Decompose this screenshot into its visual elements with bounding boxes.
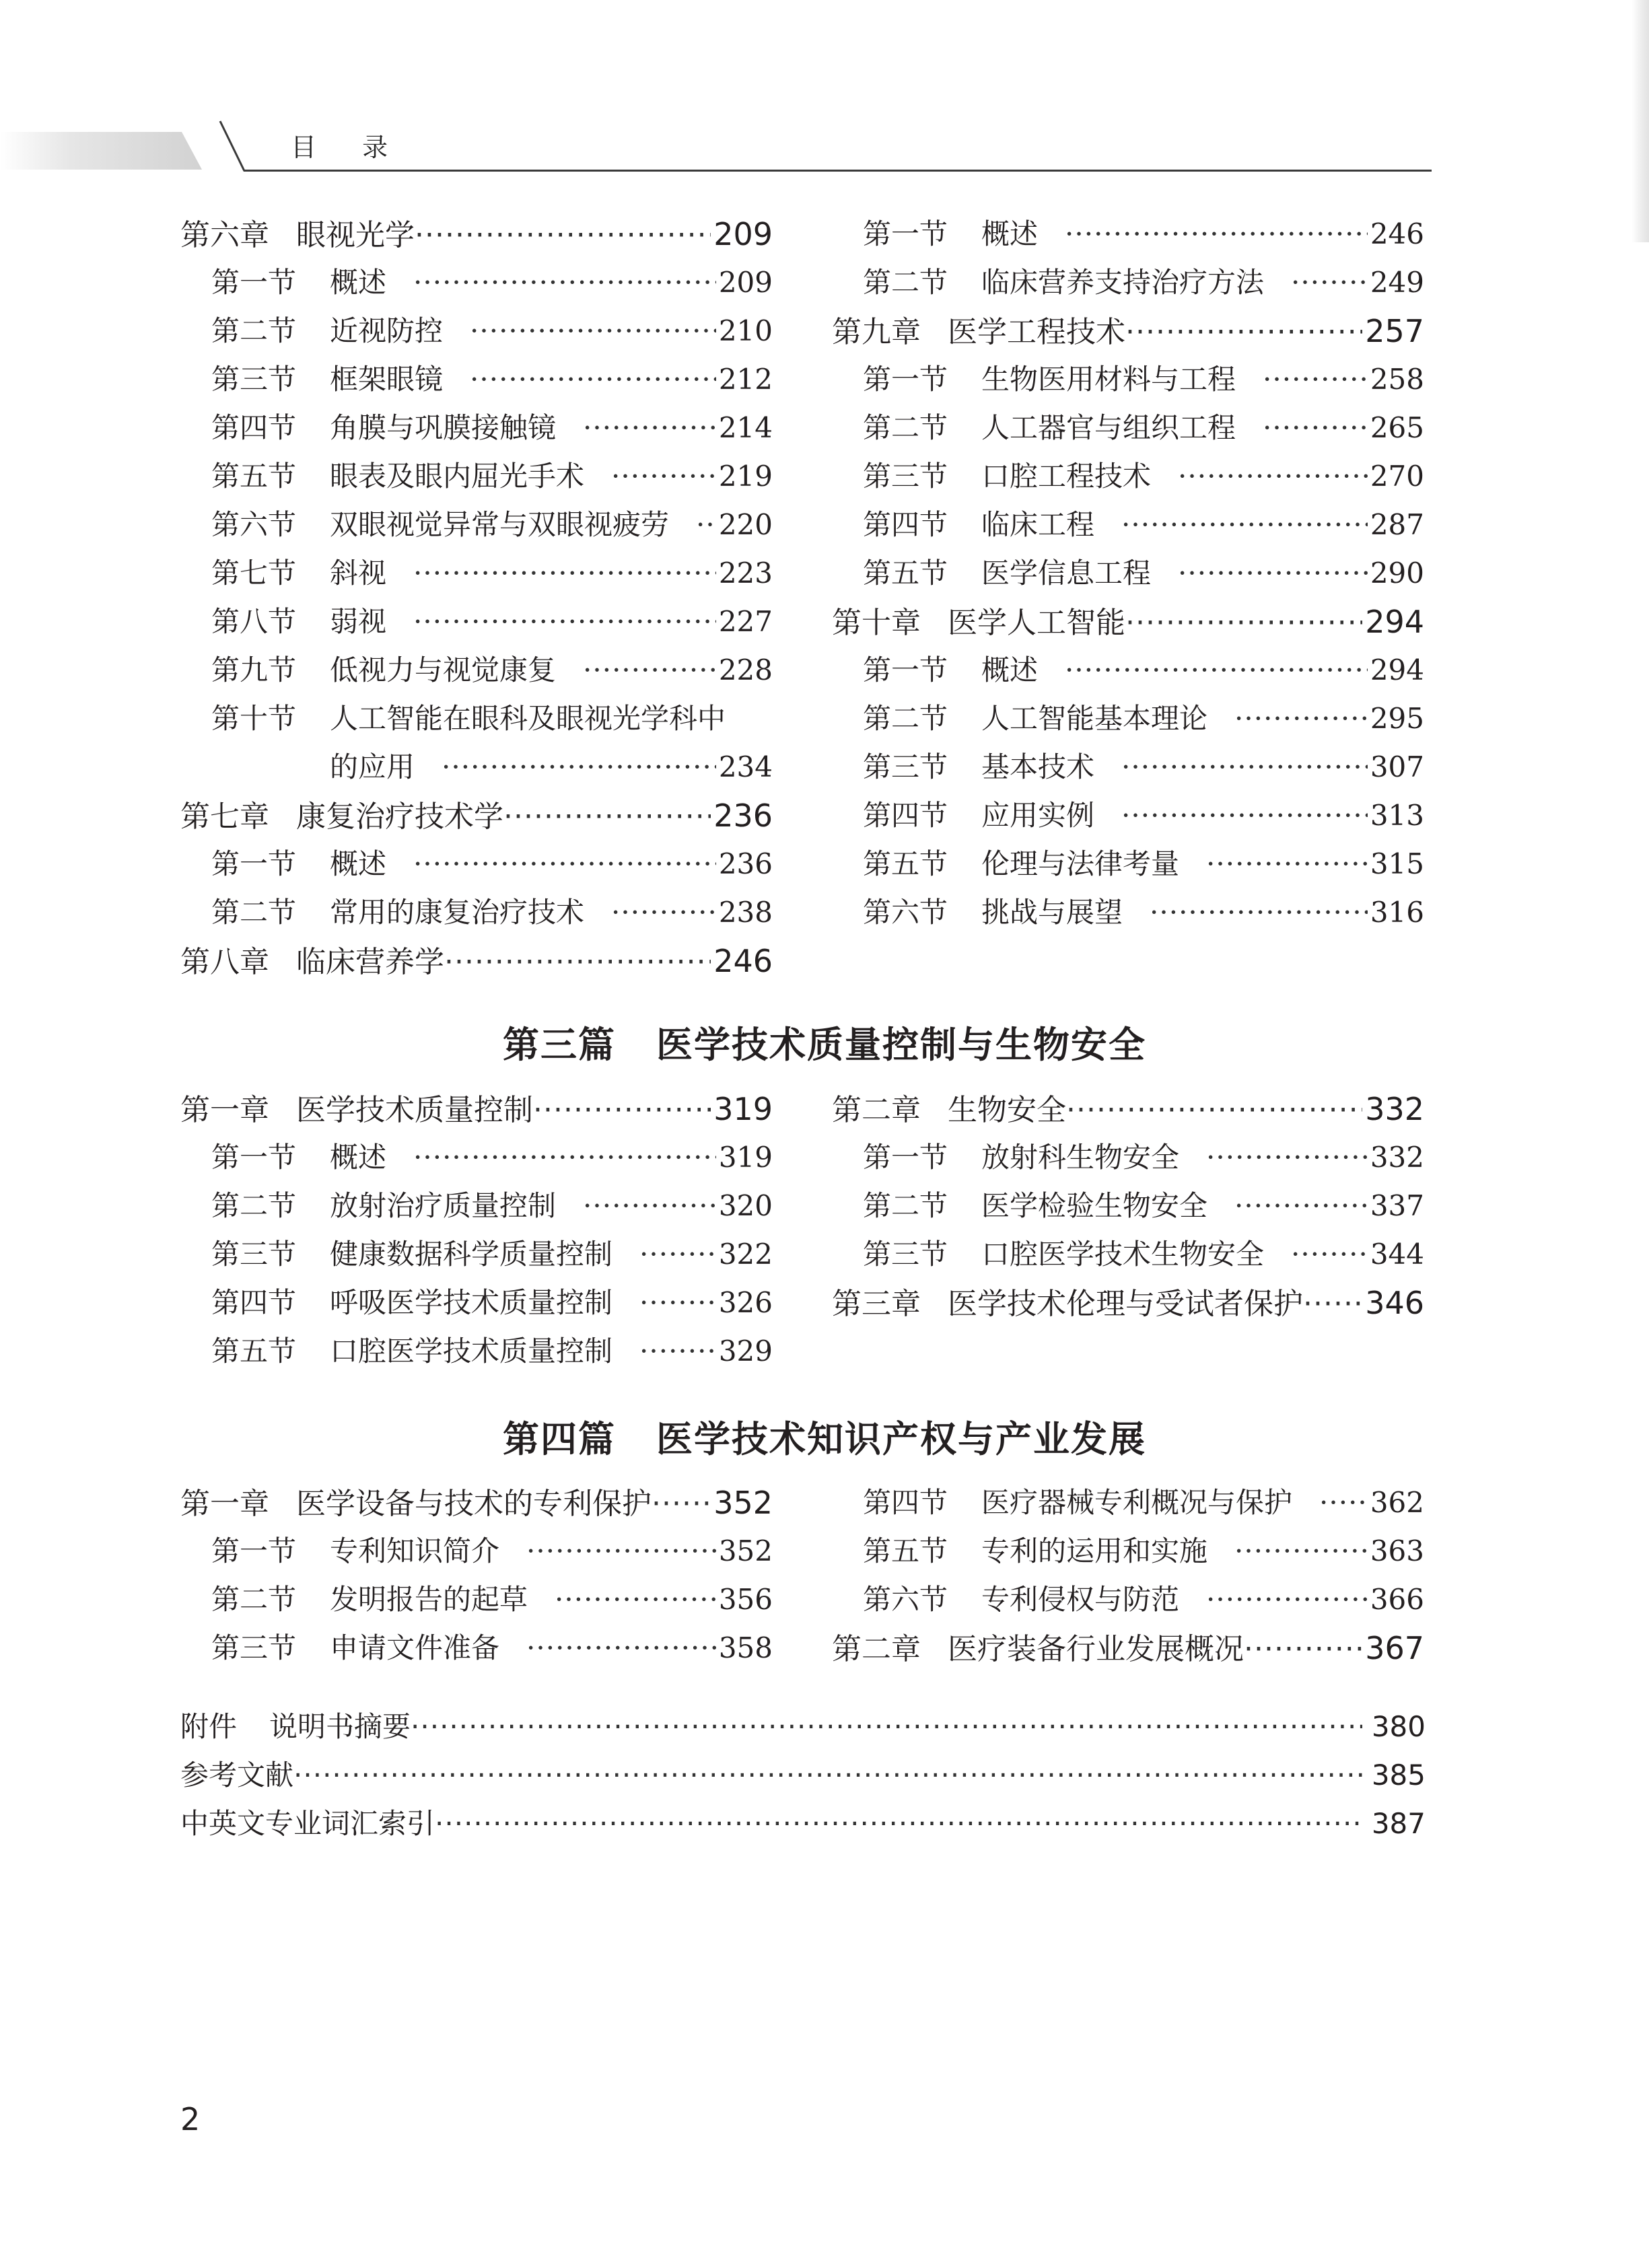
dot-leader — [1206, 1133, 1368, 1182]
dot-leader — [413, 1133, 716, 1182]
toc-section-entry[interactable] — [832, 258, 1424, 307]
dot-leader — [639, 1279, 716, 1327]
dot-leader — [503, 793, 711, 841]
toc-chapter-entry[interactable] — [832, 1085, 1424, 1133]
dot-leader — [413, 258, 716, 307]
toc-section-entry[interactable] — [180, 646, 773, 695]
dot-leader — [293, 1751, 1362, 1800]
toc-entry-title: 概述 — [330, 266, 387, 299]
toc-chapter-entry[interactable] — [832, 1624, 1424, 1672]
toc-entry-label: 第八节 — [211, 605, 297, 638]
dot-leader — [611, 452, 716, 501]
toc-entry-label: 第一节 — [211, 266, 297, 299]
toc-entry-label: 第九章 — [832, 315, 921, 349]
toc-entry-page: 258 — [1370, 363, 1424, 396]
toc-entry-title: 医学工程技术 — [948, 315, 1125, 349]
dot-leader — [1065, 210, 1368, 258]
dot-leader — [413, 598, 716, 646]
toc-entry-title: 中英文专业词汇索引 — [180, 1807, 435, 1840]
toc-section-entry[interactable] — [832, 210, 1424, 258]
toc-entry-page: 313 — [1370, 799, 1424, 832]
toc-section-entry[interactable] — [832, 355, 1424, 404]
toc-entry-title: 专利知识简介 — [330, 1534, 500, 1567]
dot-leader — [1234, 695, 1368, 743]
toc-entry-page: 220 — [718, 508, 773, 541]
toc-entry-label: 第一节 — [863, 653, 948, 686]
toc-entry-page: 210 — [718, 314, 773, 347]
toc-section-entry[interactable] — [832, 791, 1424, 840]
toc-section-entry[interactable] — [180, 1327, 773, 1376]
dot-leader — [1206, 840, 1368, 888]
toc-entry-label: 第一节 — [211, 847, 297, 880]
toc-entry-title: 概述 — [981, 217, 1039, 250]
toc-entry-page: 219 — [718, 460, 773, 493]
dot-leader — [1178, 549, 1368, 598]
toc-entry-page: 270 — [1370, 460, 1424, 493]
toc-entry-label: 第一章 — [180, 1487, 269, 1521]
toc-entry-title: 医学技术伦理与受试者保护 — [948, 1287, 1303, 1321]
toc-backmatter-entry[interactable] — [180, 1751, 1426, 1800]
toc-section-entry[interactable] — [832, 1575, 1424, 1624]
toc-chapter-entry[interactable] — [832, 1279, 1424, 1327]
toc-entry-label: 第六节 — [863, 1583, 948, 1616]
toc-entry-page: 236 — [718, 847, 773, 880]
toc-section-entry[interactable] — [832, 1182, 1424, 1230]
toc-entry-page: 322 — [718, 1238, 773, 1271]
toc-entry-label: 第七章 — [180, 800, 269, 834]
dot-leader — [526, 1624, 716, 1672]
toc-entry-page: 214 — [718, 411, 773, 444]
toc-chapter-entry[interactable] — [832, 307, 1424, 355]
header-rule — [244, 170, 1432, 172]
toc-section-entry[interactable] — [180, 743, 773, 791]
toc-section-entry[interactable] — [180, 1133, 773, 1182]
toc-entry-label: 第五节 — [211, 460, 297, 493]
dot-leader — [442, 743, 716, 791]
toc-entry-label: 第一节 — [863, 363, 948, 396]
toc-section-entry[interactable] — [180, 1527, 773, 1575]
toc-entry-title: 医学检验生物安全 — [981, 1189, 1208, 1222]
toc-entry-title: 弱视 — [330, 605, 387, 638]
dot-leader — [652, 1480, 711, 1528]
dot-leader — [470, 355, 716, 404]
toc-section-entry[interactable] — [832, 695, 1424, 743]
toc-entry-label: 第二节 — [863, 1189, 948, 1222]
toc-entry-title: 人工智能基本理论 — [981, 702, 1208, 735]
toc-section-entry[interactable] — [180, 1182, 773, 1230]
toc-entry-title: 常用的康复治疗技术 — [330, 896, 585, 929]
toc-entry-page: 387 — [1371, 1807, 1426, 1840]
toc-entry-label: 第三节 — [211, 1238, 297, 1271]
toc-entry-page: 319 — [713, 1091, 773, 1127]
toc-entry-page: 363 — [1370, 1534, 1424, 1567]
toc-section-entry[interactable] — [180, 307, 773, 355]
toc-entry-label: 第六章 — [180, 218, 269, 252]
dot-leader — [415, 211, 711, 260]
dot-leader — [1150, 888, 1368, 937]
toc-entry-title: 斜视 — [330, 557, 387, 590]
toc-entry-title: 框架眼镜 — [330, 363, 444, 396]
toc-entry-title: 医学信息工程 — [981, 557, 1152, 590]
toc-entry-page: 366 — [1370, 1583, 1424, 1616]
toc-section-entry[interactable] — [180, 695, 773, 743]
toc-section-entry[interactable] — [832, 1527, 1424, 1575]
toc-entry-page: 346 — [1365, 1285, 1424, 1321]
toc-entry-title: 呼吸医学技术质量控制 — [330, 1286, 613, 1319]
toc-entry-page: 290 — [1370, 557, 1424, 590]
dot-leader — [583, 1182, 716, 1230]
toc-entry-label: 第二节 — [211, 1189, 297, 1222]
toc-entry-label: 第十章 — [832, 606, 921, 640]
dot-leader — [1244, 1625, 1362, 1674]
toc-entry-page: 332 — [1370, 1141, 1424, 1174]
toc-entry-page: 265 — [1370, 411, 1424, 444]
toc-section-entry[interactable] — [180, 598, 773, 646]
toc-entry-title: 近视防控 — [330, 314, 444, 347]
dot-leader — [413, 840, 716, 888]
toc-entry-page: 227 — [718, 605, 773, 638]
toc-entry-label: 第五节 — [863, 1534, 948, 1567]
toc-entry-title: 参考文献 — [180, 1759, 294, 1792]
toc-entry-label: 第二节 — [863, 411, 948, 444]
toc-entry-page: 294 — [1365, 604, 1424, 640]
part4-label: 第四篇 — [503, 1418, 616, 1460]
toc-entry-page: 358 — [718, 1631, 773, 1664]
toc-section-entry[interactable] — [180, 840, 773, 888]
toc-section-entry[interactable] — [832, 549, 1424, 598]
dot-leader — [639, 1327, 716, 1376]
toc-entry-page: 209 — [718, 266, 773, 299]
dot-leader — [583, 646, 716, 695]
dot-leader — [1291, 258, 1368, 307]
part4-heading — [0, 1411, 1649, 1462]
toc-entry-title: 低视力与视觉康复 — [330, 653, 557, 686]
toc-entry-label: 第五节 — [863, 557, 948, 590]
toc-entry-page: 246 — [1370, 217, 1424, 250]
toc-entry-page: 385 — [1371, 1759, 1426, 1792]
toc-backmatter-entry[interactable] — [180, 1800, 1426, 1848]
toc-entry-title: 伦理与法律考量 — [981, 847, 1180, 880]
toc-entry-page: 315 — [1370, 847, 1424, 880]
toc-entry-page: 236 — [713, 798, 773, 834]
toc-entry-page: 212 — [718, 363, 773, 396]
dot-leader — [555, 1575, 716, 1624]
part3-label: 第三篇 — [503, 1024, 616, 1066]
dot-leader — [1319, 1479, 1368, 1527]
toc-entry-label: 第三节 — [863, 750, 948, 783]
toc-entry-page: 329 — [718, 1335, 773, 1368]
part2-left-column — [180, 210, 773, 985]
dot-leader — [1121, 501, 1368, 549]
toc-entry-title: 口腔医学技术生物安全 — [981, 1238, 1265, 1271]
toc-section-entry[interactable] — [180, 1230, 773, 1279]
toc-entry-label: 第四节 — [863, 1486, 948, 1519]
toc-entry-title: 发明报告的起草 — [330, 1583, 528, 1616]
dot-leader — [1206, 1575, 1368, 1624]
toc-section-entry[interactable] — [832, 1479, 1424, 1527]
toc-entry-title: 人工器官与组织工程 — [981, 411, 1236, 444]
toc-entry-title: 临床工程 — [981, 508, 1095, 541]
dot-leader — [1263, 404, 1368, 452]
toc-entry-title: 临床营养支持治疗方法 — [981, 266, 1265, 299]
dot-leader — [611, 888, 716, 937]
dot-leader — [1234, 1182, 1368, 1230]
toc-entry-title: 概述 — [330, 847, 387, 880]
toc-chapter-entry[interactable] — [180, 1479, 773, 1527]
toc-entry-label: 第二节 — [211, 1583, 297, 1616]
dot-leader — [1121, 791, 1368, 840]
toc-section-entry[interactable] — [832, 646, 1424, 695]
toc-entry-label: 第二节 — [211, 896, 297, 929]
dot-leader — [639, 1230, 716, 1279]
toc-entry-label: 第二章 — [832, 1093, 921, 1127]
dot-leader — [1291, 1230, 1368, 1279]
toc-entry-title: 申请文件准备 — [330, 1631, 500, 1664]
toc-entry-label: 第十节 — [211, 702, 297, 735]
toc-entry-page: 294 — [1370, 653, 1424, 686]
toc-entry-label: 第三节 — [863, 460, 948, 493]
toc-entry-title: 眼表及眼内屈光手术 — [330, 460, 585, 493]
dot-leader — [1303, 1280, 1362, 1328]
toc-entry-page: 367 — [1365, 1630, 1424, 1666]
toc-section-entry[interactable] — [832, 501, 1424, 549]
toc-entry-page: 307 — [1370, 750, 1424, 783]
toc-entry-label: 第一节 — [863, 217, 948, 250]
toc-entry-label: 第六节 — [211, 508, 297, 541]
dot-leader — [1263, 355, 1368, 404]
part3-left-column — [180, 1085, 773, 1376]
toc-section-entry[interactable] — [180, 258, 773, 307]
dot-leader — [413, 549, 716, 598]
toc-entry-label: 第三章 — [832, 1287, 921, 1321]
toc-entry-title: 挑战与展望 — [981, 896, 1123, 929]
toc-entry-title: 角膜与巩膜接触镜 — [330, 411, 557, 444]
toc-entry-page: 344 — [1370, 1238, 1424, 1271]
toc-chapter-entry[interactable] — [832, 598, 1424, 646]
toc-entry-label: 第四节 — [863, 799, 948, 832]
toc-entry-label: 第三节 — [211, 1631, 297, 1664]
toc-chapter-entry[interactable] — [180, 791, 773, 840]
dot-leader — [526, 1527, 716, 1575]
toc-entry-label: 第七节 — [211, 557, 297, 590]
toc-entry-page: 223 — [718, 557, 773, 590]
toc-section-entry[interactable] — [180, 549, 773, 598]
toc-entry-page: 234 — [718, 750, 773, 783]
toc-entry-title: 人工智能在眼科及眼视光学科中 — [330, 702, 726, 735]
toc-entry-title: 康复治疗技术学 — [296, 800, 503, 834]
toc-section-entry[interactable] — [832, 840, 1424, 888]
toc-entry-label: 第二节 — [211, 314, 297, 347]
toc-backmatter-entry[interactable] — [180, 1703, 1426, 1751]
toc-entry-label: 第四节 — [863, 508, 948, 541]
dot-leader — [1121, 743, 1368, 791]
toc-section-entry[interactable] — [832, 743, 1424, 791]
toc-section-entry[interactable] — [832, 1230, 1424, 1279]
part4-left-column — [180, 1479, 773, 1672]
toc-entry-title: 医疗器械专利概况与保护 — [981, 1486, 1293, 1519]
toc-entry-title: 生物安全 — [948, 1093, 1066, 1127]
toc-entry-page: 326 — [718, 1286, 773, 1319]
toc-entry-label: 第四节 — [211, 1286, 297, 1319]
toc-entry-page: 249 — [1370, 266, 1424, 299]
toc-section-entry[interactable] — [180, 1624, 773, 1672]
toc-entry-title: 医学技术质量控制 — [296, 1093, 533, 1127]
toc-entry-label: 第六节 — [863, 896, 948, 929]
toc-chapter-entry[interactable] — [180, 937, 773, 985]
toc-entry-title: 基本技术 — [981, 750, 1095, 783]
part4-right-column — [832, 1479, 1424, 1672]
toc-chapter-entry[interactable] — [180, 210, 773, 258]
toc-entry-page: 362 — [1370, 1486, 1424, 1519]
toc-entry-title: 口腔工程技术 — [981, 460, 1152, 493]
toc-entry-label: 第二节 — [863, 266, 948, 299]
toc-entry-title: 专利侵权与防范 — [981, 1583, 1180, 1616]
toc-entry-label: 第一节 — [211, 1141, 297, 1174]
toc-entry-label: 第一章 — [180, 1093, 269, 1127]
toc-entry-title: 医疗装备行业发展概况 — [948, 1632, 1244, 1666]
toc-section-entry[interactable] — [832, 1133, 1424, 1182]
toc-entry-title: 放射治疗质量控制 — [330, 1189, 557, 1222]
toc-section-entry[interactable] — [180, 355, 773, 404]
toc-section-entry[interactable] — [180, 452, 773, 501]
toc-entry-title: 概述 — [981, 653, 1039, 686]
toc-entry-page: 295 — [1370, 702, 1424, 735]
toc-entry-label: 第三节 — [863, 1238, 948, 1271]
toc-entry-label: 附件 — [180, 1710, 238, 1743]
toc-entry-page: 352 — [713, 1485, 773, 1521]
toc-entry-page: 228 — [718, 653, 773, 686]
toc-section-entry[interactable] — [832, 404, 1424, 452]
toc-entry-title: 健康数据科学质量控制 — [330, 1238, 613, 1271]
dot-leader — [444, 938, 711, 987]
toc-entry-label: 第一节 — [211, 1534, 297, 1567]
part3-heading — [0, 1016, 1649, 1068]
dot-leader — [696, 501, 716, 549]
toc-entry-title: 专利的运用和实施 — [981, 1534, 1208, 1567]
toc-entry-page: 316 — [1370, 896, 1424, 929]
toc-entry-label: 第三节 — [211, 363, 297, 396]
toc-entry-title: 概述 — [330, 1141, 387, 1174]
toc-entry-page: 287 — [1370, 508, 1424, 541]
toc-entry-label: 第五节 — [863, 847, 948, 880]
toc-entry-title: 双眼视觉异常与双眼视疲劳 — [330, 508, 670, 541]
toc-entry-title: 放射科生物安全 — [981, 1141, 1180, 1174]
toc-section-entry[interactable] — [180, 888, 773, 937]
toc-entry-label: 第二节 — [863, 702, 948, 735]
dot-leader — [583, 404, 716, 452]
toc-entry-title: 眼视光学 — [296, 218, 415, 252]
toc-entry-title: 医学人工智能 — [948, 606, 1125, 640]
toc-entry-page: 257 — [1365, 313, 1424, 349]
toc-entry-label: 第一节 — [863, 1141, 948, 1174]
toc-entry-title: 临床营养学 — [296, 945, 444, 979]
toc-entry-label: 第九节 — [211, 653, 297, 686]
dot-leader — [470, 307, 716, 355]
dot-leader — [435, 1800, 1362, 1848]
toc-entry-title: 说明书摘要 — [269, 1710, 411, 1743]
header-tab-decoration — [0, 132, 202, 170]
toc-entry-label: 第四节 — [211, 411, 297, 444]
page-number: 2 — [180, 2101, 201, 2137]
dot-leader — [411, 1703, 1362, 1751]
appendix-list — [180, 1703, 1426, 1848]
toc-entry-page: 209 — [713, 216, 773, 252]
toc-section-entry[interactable] — [832, 452, 1424, 501]
toc-entry-title: 口腔医学技术质量控制 — [330, 1335, 613, 1368]
toc-chapter-entry[interactable] — [180, 1085, 773, 1133]
dot-leader — [1125, 308, 1362, 357]
part3-title: 医学技术质量控制与生物安全 — [656, 1024, 1146, 1066]
toc-section-entry[interactable] — [832, 888, 1424, 937]
toc-entry-page: 337 — [1370, 1189, 1424, 1222]
page-edge-shadow — [1632, 0, 1649, 242]
toc-entry-page: 238 — [718, 896, 773, 929]
toc-entry-label: 第二章 — [832, 1632, 921, 1666]
dot-leader — [1178, 452, 1368, 501]
toc-entry-page: 352 — [718, 1534, 773, 1567]
toc-entry-title: 医学设备与技术的专利保护 — [296, 1487, 652, 1521]
part2-right-column — [832, 210, 1424, 937]
header-divider-slash — [219, 120, 246, 174]
part4-title: 医学技术知识产权与产业发展 — [656, 1418, 1146, 1460]
toc-entry-title: 的应用 — [330, 750, 415, 783]
dot-leader — [1065, 646, 1368, 695]
toc-entry-title: 生物医用材料与工程 — [981, 363, 1236, 396]
toc-entry-title: 应用实例 — [981, 799, 1095, 832]
toc-entry-page: 246 — [713, 943, 773, 979]
part3-right-column — [832, 1085, 1424, 1327]
toc-entry-page: 320 — [718, 1189, 773, 1222]
running-header-title: 目 录 — [291, 133, 407, 162]
dot-leader — [1066, 1086, 1362, 1135]
dot-leader — [1234, 1527, 1368, 1575]
toc-section-entry[interactable] — [180, 1575, 773, 1624]
toc-entry-page: 332 — [1365, 1091, 1424, 1127]
toc-section-entry[interactable] — [180, 501, 773, 549]
toc-entry-label: 第五节 — [211, 1335, 297, 1368]
toc-entry-page: 380 — [1371, 1710, 1426, 1743]
toc-section-entry[interactable] — [180, 1279, 773, 1327]
dot-leader — [533, 1086, 711, 1135]
dot-leader — [1125, 599, 1362, 647]
toc-section-entry[interactable] — [180, 404, 773, 452]
toc-entry-page: 356 — [718, 1583, 773, 1616]
toc-entry-page: 319 — [718, 1141, 773, 1174]
toc-entry-label: 第八章 — [180, 945, 269, 979]
